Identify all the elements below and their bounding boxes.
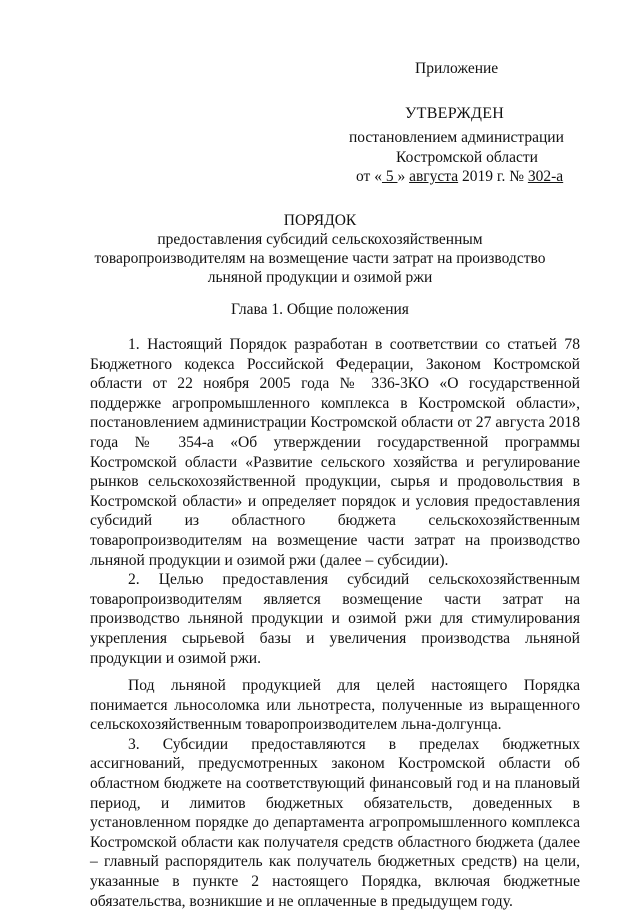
date-prefix: от « [356, 168, 382, 185]
date-mid: » [397, 168, 410, 185]
paragraph-4: 3. Субсидии предоставляются в пределах бюджетных ассигнований, предусмотренных законом Костромской области об областном бюджете на соответствующий финансовый год и на плановый период, и лимитов бюджетных обязательств, доведенных в установленном порядке до департамента агропромышленного комплекса Костромской области как получателя средств областного бюджета (далее – главный распорядитель как получатель бюджетных средств) на цели, указанные в пункте 2 настоящего Порядка, включая бюджетные обязательства, возникшие и не оплаченные в предыдущем году. [90, 735, 580, 910]
body-text [90, 335, 580, 911]
paragraph-3: Под льняной продукцией для целей настоящего Порядка понимается льносоломка или льнотреста, полученные из выращенного сельскохозяйственным товаропроизводителем льна-долгунца. [90, 677, 580, 734]
date-day: 5 [381, 168, 398, 185]
date-month: августа [409, 168, 459, 185]
paragraph-1: 1. Настоящий Порядок разработан в соответствии со статьей 78 Бюджетного кодекса Российской Федерации, Законом Костромской области от 22 ноября 2005 года № 336-3КО «О государственной поддержке агропромышленного комплекса в Костромской области», постановлением администрации Костромской области от 27 августа 2018 года № 354-а «Об утверждении государственной программы Костромской области «Развитие сельского хозяйства и регулирование рынков сельскохозяйственной продукции, сырья и продовольствия в Костромской области» и определяет порядок и условия предоставления субсидий из областного бюджета сельскохозяйственным товаропроизводителям на возмещение части затрат на производство льняной продукции и озимой ржи (далее – субсидии). [90, 336, 580, 569]
document-subtitle-line2: товаропроизводителям на возмещение части затрат на производство [94, 250, 546, 267]
document-subtitle-line1: предоставления субсидий сельскохозяйственным [157, 231, 483, 248]
date-number: 302-а [527, 168, 564, 185]
paragraph-2: 2. Целью предоставления субсидий сельскохозяйственным товаропроизводителям является возмещение части затрат на производство льняной продукции и озимой ржи для стимулирования укрепления сырьевой базы и увеличения производства льняной продукции и озимой ржи. [90, 571, 580, 667]
document-title: ПОРЯДОК [283, 212, 357, 229]
approved-label: УТВЕРЖДЕН [405, 105, 505, 122]
approval-authority-line2: Костромской области [396, 149, 538, 166]
chapter-heading: Глава 1. Общие положения [231, 301, 409, 318]
approval-authority-line1: постановлением администрации [349, 129, 564, 146]
document-subtitle-line3: льняной продукции и озимой ржи [207, 269, 433, 286]
date-year: 2019 г. № [458, 168, 528, 185]
appendix-label: Приложение [415, 60, 499, 77]
approval-date-line [356, 168, 563, 186]
